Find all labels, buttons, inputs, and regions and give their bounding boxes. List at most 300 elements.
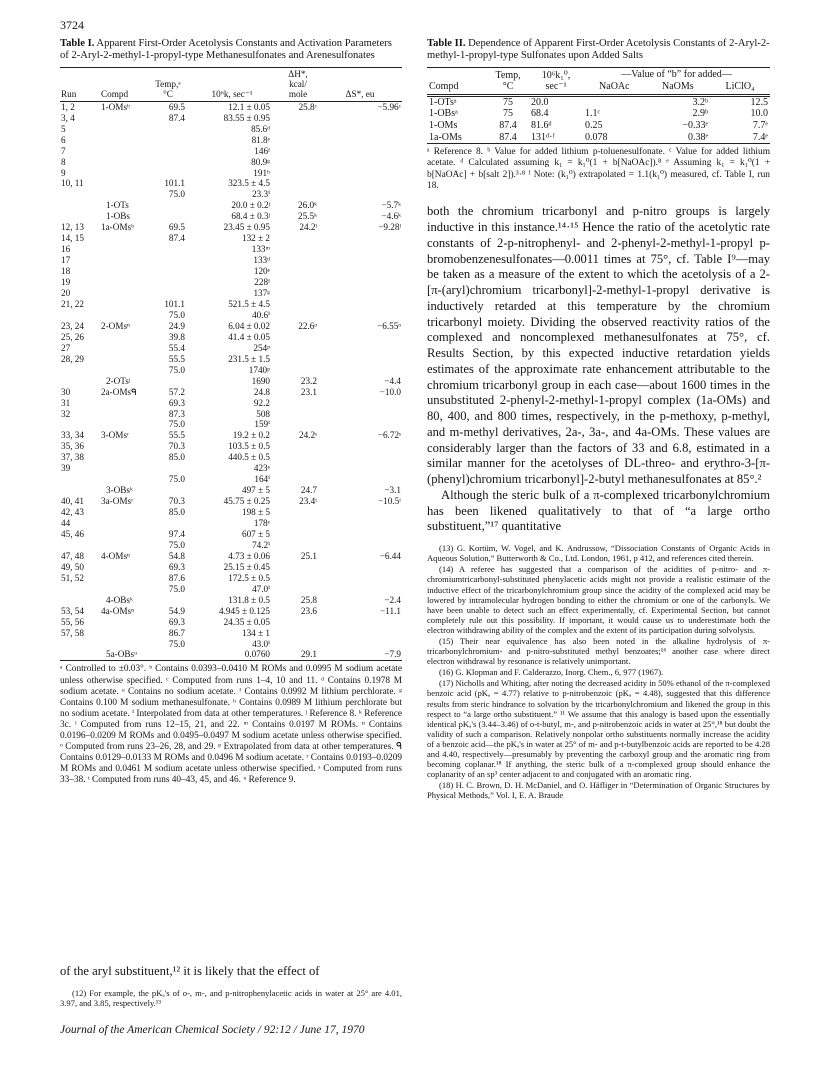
table1-cell-compd xyxy=(100,529,150,540)
table1-cell-ds xyxy=(318,157,402,168)
table1-cell-dh xyxy=(278,463,318,474)
table2-cell-compd: 1-OBsᵃ xyxy=(429,108,458,120)
table1-cell-ds xyxy=(318,639,402,650)
table1-cell-rate: 25.15 ± 0.45 xyxy=(223,561,270,572)
table1-row xyxy=(60,649,402,660)
table1-header-ds: ΔS*, eu xyxy=(345,88,375,99)
table1-cell-ds xyxy=(318,299,402,310)
table1-row xyxy=(60,398,402,409)
table1-cell-temp: 54.9 xyxy=(168,605,185,616)
table1-cell-rate: 423ᵉ xyxy=(253,463,270,474)
table1-cell-run: 37, 38 xyxy=(61,452,84,463)
table1-cell-run: 23, 24 xyxy=(61,320,84,331)
table1-cell-rate: 440.5 ± 0.5 xyxy=(228,452,270,463)
table1-row xyxy=(60,288,402,299)
table1-cell-run: 21, 22 xyxy=(61,298,84,309)
table1-cell-run xyxy=(60,540,100,551)
table1-cell-run: 9 xyxy=(61,167,66,178)
table1-row xyxy=(60,233,402,244)
table1-cell-ds xyxy=(318,398,402,409)
table1-cell-run xyxy=(60,485,100,496)
table1-cell-dh xyxy=(278,452,318,463)
table1-cell-temp: 101.1 xyxy=(164,298,185,309)
table1-cell-dh xyxy=(278,628,318,639)
table1-cell-rate: 198 ± 5 xyxy=(241,507,270,518)
table1-cell-compd xyxy=(100,343,150,354)
table1-cell-ds xyxy=(318,124,402,135)
table2-cell-naoms: −0.33ᵉ xyxy=(682,120,709,131)
table1-cell-temp: 24.9 xyxy=(168,320,185,331)
table1-cell-dh: 23.4ᵗ xyxy=(299,496,317,507)
table1-cell-dh xyxy=(278,288,318,299)
table1-cell-run: 31 xyxy=(61,397,71,408)
table2-cell-liclo4: 7.4ᵉ xyxy=(752,131,768,143)
table2-cell-rate: 131ᵈ·ᶠ xyxy=(531,131,555,143)
table1-cell-dh xyxy=(278,113,318,124)
table1-cell-ds: −6.55ᵒ xyxy=(377,320,401,331)
table1-row xyxy=(60,365,402,376)
table1-cell-run: 19 xyxy=(61,277,71,288)
table1-cell-ds xyxy=(318,332,402,343)
table1-cell-temp: 87.6 xyxy=(168,572,185,583)
table1-cell-dh: 26.0ᵏ xyxy=(298,200,317,211)
table1-cell-run xyxy=(60,365,100,376)
table1-cell-ds xyxy=(318,441,402,452)
table1-caption-label: Table I. xyxy=(60,38,95,49)
table1-cell-run: 35, 36 xyxy=(61,441,84,452)
table1-cell-compd xyxy=(100,168,150,179)
table2-cell-liclo4: 10.0 xyxy=(750,108,768,120)
reference-item: (14) A referee has suggested that a comparison of the acidities of p-nitro- and π-chromiumtricarbonyl-substituted phenylacetic acids might not provide a realistic estimate of the inductive effect of the tricarbonylchromium group since the acidity of the complexed acid may be lowered by intramolecular hydrogen bonding to either the chromium or one of the carbonyls. We have been unable to detect such an effect experimentally, cf. Experimental Section, but cannot completely rule out this possibility. If important, it would cause us to underestimate both the electron withdrawing ability of the complex and the extent of its participation during solvolysis. xyxy=(427,564,770,635)
table2-cell-temp: 87.4 xyxy=(499,131,517,143)
table1-cell-ds xyxy=(318,540,402,551)
table2-row xyxy=(427,95,770,108)
table1-cell-compd xyxy=(100,562,150,573)
table1-cell-rate: 12.1 ± 0.05 xyxy=(228,101,270,112)
table1-cell-dh xyxy=(278,518,318,529)
table1-row xyxy=(60,496,402,507)
table1-row xyxy=(60,584,402,595)
table1-row xyxy=(60,463,402,474)
table1-cell-ds xyxy=(318,617,402,628)
table1-cell-dh: 29.1 xyxy=(300,649,317,660)
table1-cell-compd: 3a-OMsʳ xyxy=(101,496,134,507)
table1-cell-rate: 83.55 ± 0.95 xyxy=(223,112,270,123)
table1-cell-compd xyxy=(100,178,150,189)
table1-cell-rate: 6.04 ± 0.02 xyxy=(228,320,270,331)
table1-cell-compd xyxy=(100,409,150,420)
table1-cell-compd xyxy=(100,365,150,376)
table1-cell-run: 12, 13 xyxy=(61,222,84,233)
table1-cell-ds xyxy=(318,277,402,288)
table1-cell-rate: 228ᶠ xyxy=(254,277,270,288)
table1-cell-temp xyxy=(150,255,186,266)
table1-cell-temp: 69.5 xyxy=(168,101,185,112)
table1-cell-dh xyxy=(278,124,318,135)
table1-cell-temp: 87.4 xyxy=(168,233,185,244)
table1-body xyxy=(60,101,402,661)
table1-cell-temp: 101.1 xyxy=(164,178,185,189)
table1-cell-dh xyxy=(278,310,318,321)
table1-cell-temp: 85.0 xyxy=(168,507,185,518)
table1-cell-run: 57, 58 xyxy=(61,627,84,638)
table1-cell-dh xyxy=(278,189,318,200)
table1-cell-dh xyxy=(278,343,318,354)
table1-cell-ds xyxy=(318,135,402,146)
table1-cell-temp: 70.3 xyxy=(168,441,185,452)
table1-row xyxy=(60,310,402,321)
table1-cell-temp xyxy=(150,463,186,474)
table1-row xyxy=(60,113,402,124)
table1-row xyxy=(60,606,402,617)
table1-cell-ds xyxy=(318,310,402,321)
table2-cell-naoms: 2.9ᵇ xyxy=(692,108,709,120)
table1-cell-run: 42, 43 xyxy=(61,507,84,518)
table2-header-naoac: NaOAc xyxy=(599,80,630,92)
table1-cell-run: 40, 41 xyxy=(61,496,84,507)
table1-cell-rate: 45.75 ± 0.25 xyxy=(223,496,270,507)
table1-cell-dh xyxy=(278,354,318,365)
table2-caption-text: Dependence of Apparent First-Order Acetolysis Constants of 2-Aryl-2-methyl-1-propyl-type Sulfonates upon Added Salts xyxy=(427,38,770,62)
table1-cell-temp: 87.3 xyxy=(168,408,185,419)
table1-cell-rate: 103.5 ± 0.5 xyxy=(228,441,270,452)
table1-cell-dh xyxy=(278,529,318,540)
table1-cell-compd xyxy=(100,354,150,365)
table1-cell-temp xyxy=(150,277,186,288)
table1-cell-dh xyxy=(278,178,318,189)
table1-cell-temp: 69.3 xyxy=(168,616,185,627)
table1-cell-compd xyxy=(100,310,150,321)
table1-caption xyxy=(60,38,402,63)
table1-cell-dh xyxy=(278,233,318,244)
table1-cell-temp xyxy=(150,595,186,606)
table1-cell-run xyxy=(60,649,100,660)
table2-footnotes: ᵃ Reference 8. ᵇ Value for added lithium p-toluenesulfonate. ᶜ Value for added lithium acetate. ᵈ Calculated assuming k₁ = k₁⁰(1 + b[NaOAc]).⁸ ᵉ Assuming k₁ = k₁⁰(1 + b[NaOAc] + b[salt 2]).³·⁸ ᶠ Note: (k₁⁰) extrapolated = 1.1(k₁⁰) measured, cf. Table I, run 18. xyxy=(427,147,770,192)
table1-cell-ds xyxy=(318,452,402,463)
table1-cell-rate: 607 ± 5 xyxy=(241,528,270,539)
table2 xyxy=(427,67,770,144)
table1-cell-run: 16 xyxy=(61,244,71,255)
table1-cell-compd: 2-OTsʲ xyxy=(106,375,131,386)
table1-cell-run xyxy=(60,595,100,606)
table1-cell-compd xyxy=(100,452,150,463)
table1-cell-ds: −2.4 xyxy=(384,594,401,605)
table1-cell-temp xyxy=(150,211,186,222)
table1-cell-compd xyxy=(100,584,150,595)
table1-row xyxy=(60,354,402,365)
reference-item: (13) G. Kortüm, W. Vogel, and K. Andrussow, “Dissociation Constants of Organic Acids in Aqueous Solution,” Butterworth & Co., Ltd. London, 1961, p 412, and references cited therein. xyxy=(427,543,770,564)
table1-cell-compd xyxy=(100,332,150,343)
table1-cell-rate: 4.945 ± 0.125 xyxy=(219,605,270,616)
table1-cell-compd xyxy=(100,617,150,628)
table1-cell-rate: 1690 xyxy=(251,375,270,386)
table2-caption-label: Table II. xyxy=(427,38,466,49)
table1-cell-dh xyxy=(278,562,318,573)
table1-cell-dh: 24.2ˡ xyxy=(299,222,317,233)
table1-row xyxy=(60,266,402,277)
table1-row xyxy=(60,376,402,387)
table2-group-header: —Value of “b” for added— xyxy=(621,68,732,80)
table1-cell-rate: 43.0ⁱ xyxy=(252,638,270,649)
table2-row xyxy=(427,108,770,120)
table1-cell-rate: 521.5 ± 4.5 xyxy=(228,298,270,309)
table1-cell-run xyxy=(60,474,100,485)
table1-cell-dh xyxy=(278,157,318,168)
table1-row xyxy=(60,157,402,168)
table1-cell-run: 49, 50 xyxy=(61,561,84,572)
table1-row xyxy=(60,178,402,189)
table1-cell-ds xyxy=(318,573,402,584)
table1-cell-compd: 4-OMsⁿ xyxy=(101,550,130,561)
right-body xyxy=(427,204,770,535)
reference-item: (16) G. Klopman and F. Calderazzo, Inorg. Chem., 6, 977 (1967). xyxy=(439,667,664,678)
table1-cell-run: 53, 54 xyxy=(61,605,84,616)
table1-cell-ds xyxy=(318,178,402,189)
table1-row xyxy=(60,452,402,463)
table1-cell-rate: 508 xyxy=(256,408,270,419)
table1-row xyxy=(60,101,402,112)
table1-cell-compd xyxy=(100,266,150,277)
table1-cell-ds xyxy=(318,255,402,266)
table1-row xyxy=(60,419,402,430)
table1-cell-rate: 134 ± 1 xyxy=(241,627,270,638)
table1-cell-rate: 23.45 ± 0.95 xyxy=(223,222,270,233)
table1-cell-ds xyxy=(318,463,402,474)
table2-cell-naoac: 1.1ᶜ xyxy=(585,108,601,120)
table1-cell-ds xyxy=(318,189,402,200)
table1-cell-dh: 23.6 xyxy=(300,605,317,616)
table1-cell-temp: 75.0 xyxy=(168,474,185,485)
table1-cell-run: 3, 4 xyxy=(61,112,75,123)
ref-12: (12) For example, the pKₐ's of o-, m-, and p-nitrophenylacetic acids in water at 25° are 4.01, 3.97, and 3.85, respectively.¹³ xyxy=(60,987,402,1008)
table1-cell-rate: 1740ᵖ xyxy=(248,364,270,375)
table1-cell-rate: 23.3ⁱ xyxy=(252,189,270,200)
table1-cell-ds xyxy=(318,168,402,179)
table1-cell-ds xyxy=(318,584,402,595)
table1-row xyxy=(60,617,402,628)
table1-cell-compd: 4a-OMsⁿ xyxy=(101,605,135,616)
table1-cell-rate: 120ᵉ xyxy=(253,266,270,277)
table1-cell-run xyxy=(60,376,100,387)
table1-cell-dh: 25.8ᶜ xyxy=(298,101,317,112)
table2-cell-naoms: 0.38ᵉ xyxy=(688,131,709,143)
table1-footnotes: ᵃ Controlled to ±0.03°. ᵇ Contains 0.0393–0.0410 M ROMs and 0.0995 M sodium acetate unless otherwise specified. ᶜ Computed from runs 1–4, 10 and 11. ᵈ Contains 0.1978 M sodium acetate. ᵉ Contains no sodium acetate. ᶠ Contains 0.0992 M lithium perchlorate. ᵍ Contains 0.100 M sodium methanesulfonate. ʰ Contains 0.0989 M lithium perchlorate but no sodium acetate. ⁱ Interpolated from data at other temperatures. ʲ Reference 8. ᵏ Reference 3c. ˡ Computed from runs 12–15, 21, and 22. ᵐ Contains 0.0197 M ROMs. ⁿ Contains 0.0196–0.0209 M ROMs and 0.0495–0.0497 M sodium acetate unless otherwise specified. ᵒ Computed from runs 23–26, 28, and 29. ᵖ Extrapolated from data at other temperatures. ᑫ Contains 0.0129–0.0133 M ROMs and 0.0496 M sodium acetate. ʳ Contains 0.0193–0.0209 M ROMs and 0.0461 M sodium acetate unless otherwise specified. ˢ Computed from runs 33–38. ᵗ Computed from runs 40–43, 45, and 46. ᵘ Reference 9. xyxy=(60,664,402,786)
table1-cell-rate: 323.5 ± 4.5 xyxy=(228,178,270,189)
table1-cell-temp: 85.0 xyxy=(168,452,185,463)
reference-item: (17) Nicholls and Whiting, after noting the decreased acidity in 50% ethanol of the π-complexed benzoic acid (pKₐ = 4.77) relative to p-nitrobenzoic (pKₐ = 4.48), suggested that this difference results from steric hindrance to solvation by the tricarbonylchromium and likened the group in this respect to “a large ortho substituent.” ¹¹ We assume that this analogy is based upon the essentially identical pKₐ's (3.44–3.46) of o-t-butyl, m-, and p-nitrobenzoic acids in water at 25°,¹⁸ but doubt the validity of such a comparison. Relatively nonpolar ortho substituents normally increase the acidity of a benzoic acid—the pKₐ's in water at 25° of m- and p-t-butylbenzoic acids are reported to be 4.28 and 4.40, respectively—presumably by preventing the carboxyl group and the aromatic ring from becoming coplanar.¹⁸ If anything, the steric bulk of a π-complexed group should enhance the coplanarity of an sp³ center adjacent to and conjugated with an aromatic ring. xyxy=(427,678,770,780)
table1-cell-dh xyxy=(278,332,318,343)
table2-cell-naoac: 0.25 xyxy=(585,120,603,131)
table1-cell-rate: 4.73 ± 0.06 xyxy=(228,550,270,561)
table2-cell-rate: 68.4 xyxy=(531,108,549,120)
table1-cell-run xyxy=(60,211,100,222)
table1-cell-dh xyxy=(278,266,318,277)
table1-cell-rate: 92.2 xyxy=(253,397,270,408)
table1-cell-rate: 178ᵉ xyxy=(253,518,270,529)
table1-cell-run xyxy=(60,584,100,595)
table1-cell-run: 14, 15 xyxy=(61,233,84,244)
table1-cell-ds xyxy=(318,233,402,244)
table1-cell-compd xyxy=(100,124,150,135)
table2-cell-temp: 75 xyxy=(503,96,514,108)
table1-cell-rate: 85.6ᵈ xyxy=(251,123,270,134)
table1-cell-dh: 24.2ˢ xyxy=(298,430,317,441)
table1-cell-dh xyxy=(278,540,318,551)
table1 xyxy=(60,67,402,662)
table1-cell-compd: 4-OBsᵏ xyxy=(106,594,133,605)
table2-row xyxy=(427,120,770,132)
table1-cell-dh xyxy=(278,168,318,179)
table1-cell-run: 55, 56 xyxy=(61,616,84,627)
table1-cell-run: 45, 46 xyxy=(61,528,84,539)
table2-caption xyxy=(427,38,770,63)
table1-row xyxy=(60,277,402,288)
table1-cell-ds xyxy=(318,474,402,485)
table2-cell-rate: 81.6ᵈ xyxy=(531,120,552,131)
table1-row xyxy=(60,222,402,233)
left-column xyxy=(60,38,402,786)
table2-cell-naoac: 0.078 xyxy=(585,131,608,143)
table1-cell-temp: 87.4 xyxy=(168,112,185,123)
table1-cell-rate: 146ᶠ xyxy=(254,145,270,156)
table1-cell-dh xyxy=(278,441,318,452)
table1-cell-rate: 47.0ⁱ xyxy=(252,583,270,594)
table1-cell-run: 39 xyxy=(61,463,71,474)
page-number: 3724 xyxy=(60,18,84,32)
journal-footer: Journal of the American Chemical Society / 92:12 / June 17, 1970 xyxy=(60,1024,365,1036)
table1-cell-rate: 137ᵍ xyxy=(253,288,270,299)
table1-cell-compd xyxy=(100,288,150,299)
table1-cell-compd: 1a-OMsᵇ xyxy=(101,222,134,233)
table1-cell-run: 44 xyxy=(61,518,71,529)
table1-cell-rate: 80.9ᵍ xyxy=(251,156,270,167)
table1-row xyxy=(60,168,402,179)
left-body-paragraph: of the aryl substituent,¹² it is likely that the effect of xyxy=(60,964,320,978)
table1-row xyxy=(60,529,402,540)
table1-cell-compd xyxy=(100,113,150,124)
table1-cell-temp: 75.0 xyxy=(168,364,185,375)
table1-cell-compd: 2-OMsⁿ xyxy=(101,320,130,331)
table1-cell-temp xyxy=(150,288,186,299)
table1-cell-temp xyxy=(150,146,186,157)
table1-cell-compd xyxy=(100,474,150,485)
table1-cell-ds: −4.4 xyxy=(384,375,401,386)
table1-row xyxy=(60,430,402,441)
table1-cell-rate: 254ᵖ xyxy=(253,342,270,353)
table1-row xyxy=(60,146,402,157)
right-body-paragraph-1: both the chromium tricarbonyl and p-nitro groups is largely inductive in this instance.¹⁴·¹⁵ Hence the ratio of the acetolytic rate constants of 2-p-nitrophenyl- and 2-phenyl-2-methyl-1-propyl p-bromobenzenesulfonates—0.0011 times at 75°, cf. Table I⁹—may be taken as a measure of the extent to which the acetolysis of a 2-[π-(aryl)chromium tricarbonyl]-2-methyl-1-propyl derivative is inductively retarded at this temperature by the chromium tricarbonyl moiety. Dividing the observed reactivity ratios of the complexed and noncomplexed methanesulfonates at 75°, cf. Results Section, by this expected inductive retardation yields estimates of the approximate rate enhancement attributable to the chromium tricarbonyl group in each case—about 1600 times in the unsubstituted 2-phenyl-2-methyl-1-propyl complex (1a-OMs) and 80, 400, and 800 times, respectively, in the p-methoxy, p-methyl, and m-methyl derivatives, 2a-, 3a-, and 4a-OMs. These values are considerably larger than the factors of 33 and 6.8, estimated in a similar manner for the acetolyses of DL-threo- and erythro-3-[π-(phenyl)chromium tricarbonyl]-2-butyl methanesulfonates at 85°.² xyxy=(427,204,770,487)
table1-cell-compd xyxy=(100,244,150,255)
right-column xyxy=(427,38,770,801)
table1-cell-ds xyxy=(318,288,402,299)
table1-cell-compd xyxy=(100,441,150,452)
table1-cell-ds: −10.0 xyxy=(379,386,401,397)
table1-cell-temp: 69.3 xyxy=(168,561,185,572)
table1-cell-compd xyxy=(100,639,150,650)
table2-header-naoms: NaOMs xyxy=(662,80,694,92)
table1-cell-dh xyxy=(278,573,318,584)
table1-cell-dh xyxy=(278,409,318,420)
table2-header-compd: Compd xyxy=(429,80,459,92)
table1-cell-compd: 3-OMsʳ xyxy=(101,430,130,441)
table1-cell-rate: 41.4 ± 0.05 xyxy=(228,331,270,342)
table1-cell-dh: 25.8 xyxy=(300,594,317,605)
table2-header-k: 10⁶k₁⁰, sec⁻¹ xyxy=(541,69,571,92)
table1-row xyxy=(60,628,402,639)
table1-row xyxy=(60,474,402,485)
table1-cell-run: 47, 48 xyxy=(61,550,84,561)
table2-cell-temp: 87.4 xyxy=(499,120,517,131)
table1-cell-ds xyxy=(318,628,402,639)
table1-cell-run: 10, 11 xyxy=(61,178,84,189)
table1-cell-run: 51, 52 xyxy=(61,572,84,583)
table1-cell-temp: 57.2 xyxy=(168,386,185,397)
table1-cell-ds: −9.28ˡ xyxy=(378,222,401,233)
table2-row xyxy=(427,132,770,144)
table1-cell-ds: −4.6ᵏ xyxy=(381,211,401,222)
table1-cell-run: 8 xyxy=(61,156,66,167)
table1-cell-compd xyxy=(100,146,150,157)
table1-cell-temp: 75.0 xyxy=(168,419,185,430)
table2-cell-liclo4: 12.5 xyxy=(750,96,768,108)
table1-cell-compd: 1-OTs xyxy=(106,200,129,211)
table1-cell-ds xyxy=(318,354,402,365)
table1-cell-run: 6 xyxy=(61,134,66,145)
table1-cell-temp: 75.0 xyxy=(168,638,185,649)
table1-row xyxy=(60,540,402,551)
table1-cell-ds: −6.72ˢ xyxy=(377,430,401,441)
table1-cell-rate: 497 ± 5 xyxy=(241,485,270,496)
table1-cell-ds xyxy=(318,244,402,255)
table1-cell-temp xyxy=(150,244,186,255)
table1-cell-rate: 132 ± 2 xyxy=(241,233,270,244)
table2-cell-rate: 20.0 xyxy=(531,96,549,108)
table1-cell-compd xyxy=(100,255,150,266)
table1-cell-compd xyxy=(100,398,150,409)
table1-cell-run: 5 xyxy=(61,123,66,134)
table1-row xyxy=(60,485,402,496)
table1-cell-temp: 69.5 xyxy=(168,222,185,233)
table1-cell-ds xyxy=(318,146,402,157)
table1-cell-ds xyxy=(318,343,402,354)
table1-cell-ds: −7.9 xyxy=(384,649,401,660)
table1-cell-rate: 81.8ᵉ xyxy=(251,134,270,145)
table1-cell-rate: 68.4 ± 0.3ʲ xyxy=(231,211,270,222)
table1-cell-compd xyxy=(100,299,150,310)
table1-cell-temp xyxy=(150,135,186,146)
table1-header-temp: Temp,ᵃ °C xyxy=(155,78,181,99)
table1-cell-ds: −10.5ᵗ xyxy=(377,496,401,507)
table1-cell-dh xyxy=(278,255,318,266)
table1-cell-compd: 5a-OBsᵘ xyxy=(106,649,138,660)
table1-cell-temp: 39.8 xyxy=(168,331,185,342)
table1-row xyxy=(60,551,402,562)
table1-cell-dh xyxy=(278,639,318,650)
table1-cell-run xyxy=(60,200,100,211)
table1-cell-temp xyxy=(150,485,186,496)
table1-cell-temp: 75.0 xyxy=(168,539,185,550)
table1-cell-compd xyxy=(100,135,150,146)
table1-cell-rate: 164ⁱ xyxy=(254,474,270,485)
table1-cell-temp: 97.4 xyxy=(168,528,185,539)
table1-row xyxy=(60,507,402,518)
table2-header-liclo4: LiClO₄ xyxy=(725,80,755,92)
table1-cell-rate: 40.6ⁱ xyxy=(252,309,270,320)
table1-cell-temp xyxy=(150,168,186,179)
table1-cell-temp: 55.5 xyxy=(168,353,185,364)
table1-cell-compd xyxy=(100,157,150,168)
table1-row xyxy=(60,518,402,529)
